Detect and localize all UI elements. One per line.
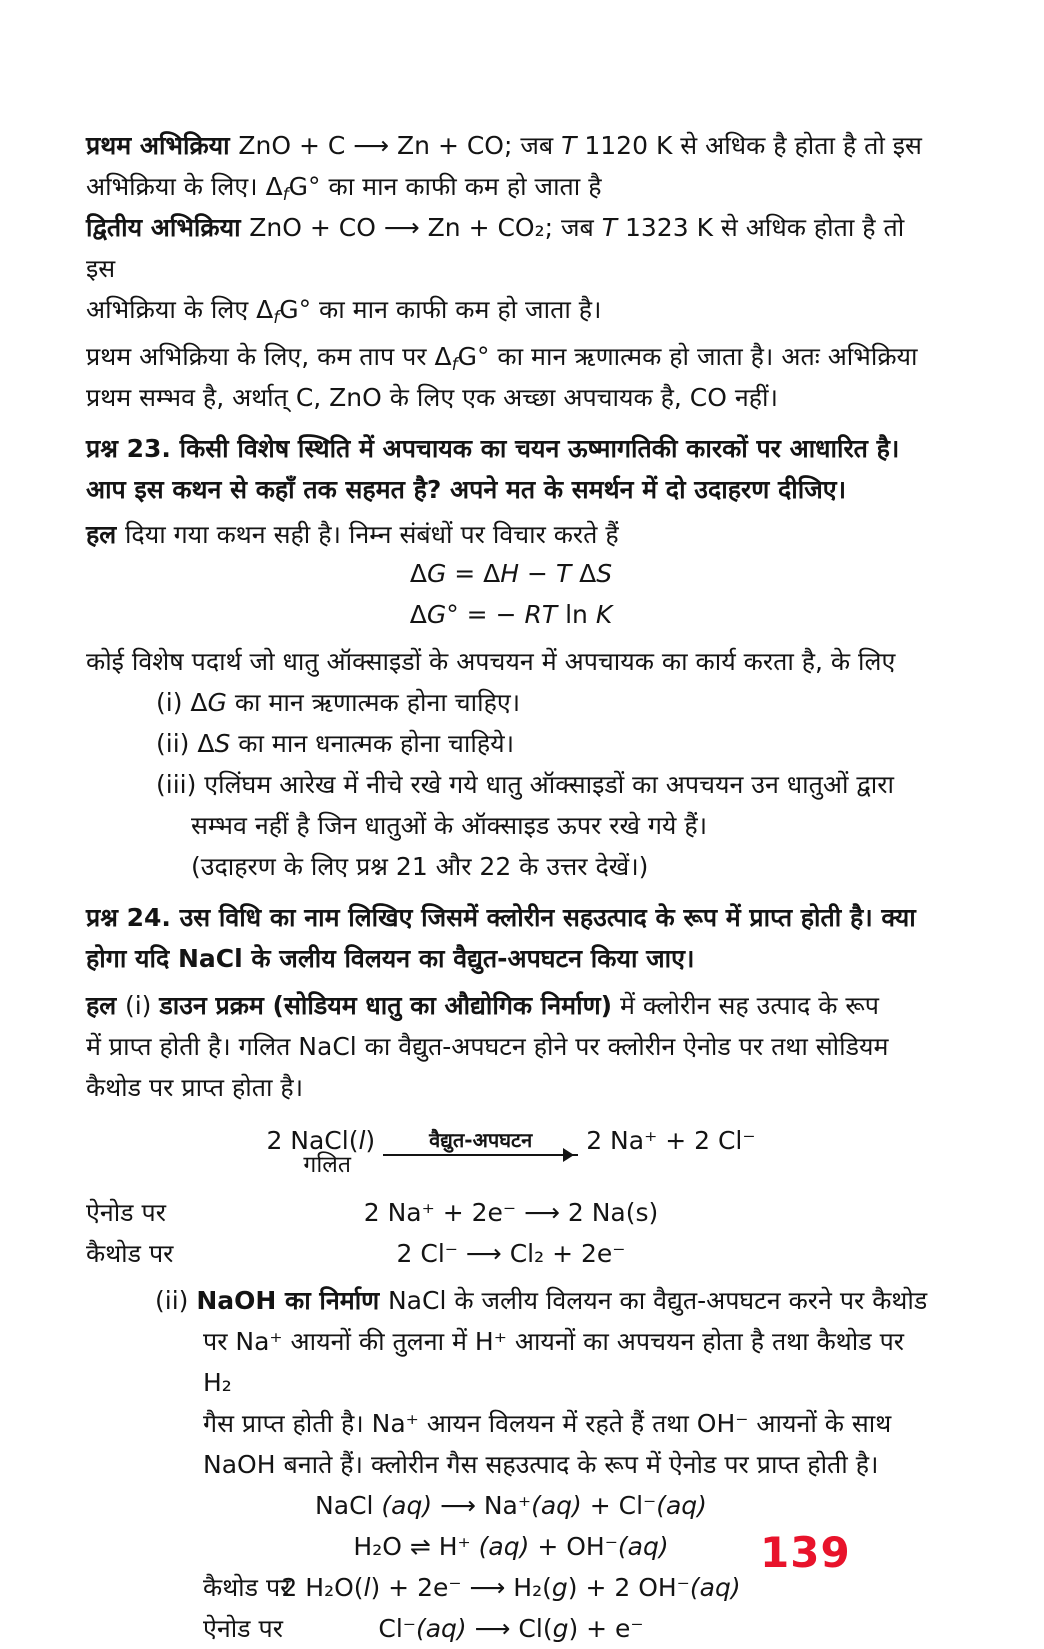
- text-run: हल: [86, 520, 125, 549]
- text-run: K: [595, 600, 613, 629]
- text-run: S: [214, 729, 231, 758]
- condition-ii: [86, 723, 936, 764]
- text-run: = Δ: [446, 559, 501, 588]
- arrow-shaft-icon: [383, 1154, 578, 1156]
- text-run: ZnO + CO ⟶ Zn + CO₂; जब: [249, 213, 602, 242]
- text-run: 2 Na: [586, 1125, 645, 1155]
- text-run: f: [273, 308, 280, 328]
- text-run: T: [601, 213, 618, 242]
- text-run: (i): [124, 991, 160, 1020]
- text-run: दिया गया कथन सही है। निम्न संबंधों पर विचार करते हैं: [124, 520, 619, 549]
- text-run: (aq): [381, 1491, 433, 1520]
- text-run: उस विधि का नाम लिखिए जिसमें क्लोरीन सहउत्पाद के रूप में प्राप्त होती है। क्या: [170, 903, 916, 932]
- text-run: + Cl⁻: [581, 1491, 657, 1520]
- reaction1-note-line2: [86, 166, 936, 207]
- question-23-line1: [86, 428, 936, 469]
- text-run: + OH⁻: [529, 1532, 618, 1561]
- text-run: l: [363, 1573, 371, 1602]
- condition-iii-note: [86, 846, 936, 887]
- text-run: कोई विशेष पदार्थ जो धातु ऑक्साइडों के अपचयन में अपचायक का कार्य करता है, के लिए: [86, 647, 896, 676]
- text-run: किसी विशेष स्थिति में अपचायक का चयन ऊष्मागतिकी कारकों पर आधारित है।: [170, 434, 900, 463]
- solution-24-part-ii-line3: [86, 1403, 936, 1444]
- reaction-arrow: [383, 1129, 578, 1156]
- text-run: (ii) Δ: [156, 729, 215, 758]
- electrode-label: कैथोड पर: [203, 1573, 291, 1602]
- condition-i: [86, 682, 936, 723]
- text-run: T: [561, 131, 577, 160]
- text-run: −: [519, 559, 556, 588]
- text-run: प्रथम अभिक्रिया: [86, 131, 239, 160]
- electrode-equation: [86, 1233, 936, 1274]
- text-run: गैस प्राप्त होती है। Na⁺ आयन विलयन में रहते हैं तथा OH⁻ आयनों के साथ: [203, 1409, 892, 1438]
- text-run: अभिक्रिया के लिए। Δ: [86, 172, 283, 201]
- text-run: 2 Na⁺ + 2e⁻ ⟶ 2 Na(s): [363, 1198, 659, 1227]
- text-run: (i) Δ: [156, 688, 208, 717]
- solution-24-part-ii-line1: [86, 1280, 936, 1321]
- text-run: ): [365, 1125, 376, 1155]
- text-run: प्रश्न 24.: [86, 903, 171, 932]
- equation-nacl-dissociation: [86, 1485, 936, 1526]
- text-run: में क्लोरीन सह उत्पाद के रूप: [612, 991, 879, 1020]
- electrode-label: कैथोड पर: [86, 1239, 174, 1268]
- molten-label: गलित: [303, 1151, 352, 1178]
- text-run: G° का मान ऋणात्मक हो जाता है। अतः अभिक्रिया: [457, 342, 918, 371]
- page-number: 139: [760, 1528, 851, 1577]
- text-run: NaOH का निर्माण: [196, 1286, 388, 1315]
- text-run: पर Na⁺ आयनों की तुलना में H⁺ आयनों का अपचयन होता है तथा कैथोड पर H₂: [203, 1327, 904, 1397]
- text-run: ° = −: [446, 600, 525, 629]
- text-run: ) + e⁻: [568, 1614, 644, 1643]
- reaction2-note-line2: [86, 289, 936, 330]
- text-run: H: [500, 559, 520, 588]
- text-run: 1323 K से अधिक होता है तो इस: [86, 213, 905, 283]
- equation-gibbs-2: [86, 596, 936, 637]
- equation-gibbs-1: [86, 555, 936, 596]
- solution-24-line2: [86, 1026, 936, 1067]
- text-run: होगा यदि NaCl के जलीय विलयन का वैद्युत-अपघटन किया जाए।: [86, 944, 695, 973]
- condition-iii-line2: [86, 805, 936, 846]
- text-run: ⁺: [644, 1125, 658, 1155]
- conclusion-line1: [86, 336, 936, 377]
- electrode-reaction-row: [86, 1192, 936, 1233]
- text-run: Δ: [409, 559, 427, 588]
- electrode-label: ऐनोड पर: [203, 1614, 283, 1643]
- text-run: S: [596, 559, 613, 588]
- solution-23-intro: [86, 514, 936, 555]
- text-run: 1120 K से अधिक है होता है तो इस: [576, 131, 922, 160]
- reaction1-note-line1: [86, 125, 936, 166]
- electrolysis-products: [586, 1120, 755, 1161]
- question-24-line2: [86, 938, 936, 979]
- text-run: अभिक्रिया के लिए Δ: [86, 295, 274, 324]
- text-run: NaOH बनाते हैं। क्लोरीन गैस सहउत्पाद के रूप में ऐनोड पर प्राप्त होती है।: [203, 1450, 879, 1479]
- page-content: [86, 125, 936, 1649]
- solution-23-body: [86, 641, 936, 682]
- text-run: Δ: [409, 600, 427, 629]
- electrolysis-equation: [86, 1114, 936, 1178]
- solution-24-line1: [86, 985, 936, 1026]
- text-run: Δ: [571, 559, 597, 588]
- text-run: ) + 2e⁻ ⟶ H₂(: [370, 1573, 552, 1602]
- text-run: + 2 Cl⁻: [657, 1125, 756, 1155]
- text-run: 2 NaCl(: [266, 1125, 359, 1155]
- conclusion-line2: [86, 377, 936, 418]
- text-run: (aq): [531, 1491, 582, 1520]
- text-run: प्रथम अभिक्रिया के लिए, कम ताप पर Δ: [86, 342, 452, 371]
- text-run: G: [426, 600, 447, 629]
- text-run: सम्भव नहीं है जिन धातुओं के ऑक्साइड ऊपर रखे गये हैं।: [191, 811, 708, 840]
- text-run: द्वितीय अभिक्रिया: [86, 213, 250, 242]
- text-run: कैथोड पर प्राप्त होता है।: [86, 1073, 304, 1102]
- question-23-line2: [86, 469, 936, 510]
- text-run: (iii) एलिंघम आरेख में नीचे रखे गये धातु ऑक्साइडों का अपचयन उन धातुओं द्वारा: [156, 770, 894, 799]
- text-run: 2 Cl⁻ ⟶ Cl₂ + 2e⁻: [396, 1239, 626, 1268]
- text-run: G° का मान काफी कम हो जाता है।: [279, 295, 602, 324]
- text-run: g: [552, 1614, 569, 1643]
- text-run: डाउन प्रक्रम (सोडियम धातु का औद्योगिक निर्माण): [159, 991, 613, 1020]
- text-run: (aq): [415, 1614, 467, 1643]
- text-run: RT: [524, 600, 558, 629]
- text-run: ⟶ Cl(: [466, 1614, 553, 1643]
- text-run: g: [551, 1573, 568, 1602]
- text-run: (ii): [155, 1286, 197, 1315]
- text-run: (aq): [656, 1491, 707, 1520]
- condition-iii-line1: [86, 764, 936, 805]
- electrode-equation: [86, 1192, 936, 1233]
- text-run: प्रश्न 23.: [86, 434, 171, 463]
- solution-24-part-ii-line2: [86, 1321, 936, 1403]
- text-run: प्रथम सम्भव है, अर्थात् C, ZnO के लिए एक अच्छा अपचायक है, CO नहीं।: [86, 383, 778, 412]
- text-run: G° का मान काफी कम हो जाता है: [288, 172, 602, 201]
- text-run: ZnO + C ⟶ Zn + CO; जब: [238, 131, 562, 160]
- text-run: T: [555, 559, 572, 588]
- text-run: NaCl के जलीय विलयन का वैद्युत-अपघटन करने पर कैथोड: [387, 1286, 928, 1315]
- text-run: l: [358, 1125, 366, 1155]
- solution-24-part-ii-line4: [86, 1444, 936, 1485]
- text-run: आप इस कथन से कहाँ तक सहमत है? अपने मत के समर्थन में दो उदाहरण दीजिए।: [86, 475, 847, 504]
- text-run: ln: [557, 600, 596, 629]
- text-run: (aq): [478, 1532, 530, 1561]
- text-run: (aq): [617, 1532, 669, 1561]
- arrow-label: वैद्युत-अपघटन: [429, 1127, 533, 1152]
- solution-24-line3: [86, 1067, 936, 1108]
- text-run: (उदाहरण के लिए प्रश्न 21 और 22 के उत्तर देखें।): [191, 852, 649, 881]
- electrode-reaction-row: [86, 1608, 936, 1649]
- text-run: NaCl: [315, 1491, 382, 1520]
- text-run: ) + 2 OH⁻: [567, 1573, 690, 1602]
- text-run: (aq): [689, 1573, 741, 1602]
- electrode-reaction-row: [86, 1233, 936, 1274]
- text-run: f: [451, 355, 458, 375]
- text-run: G: [426, 559, 447, 588]
- text-run: Cl⁻: [378, 1614, 416, 1643]
- text-run: f: [282, 185, 289, 205]
- electrolysis-reactant: [266, 1120, 376, 1178]
- question-24-line1: [86, 897, 936, 938]
- text-run: का मान ऋणात्मक होना चाहिए।: [226, 688, 521, 717]
- text-run: ⟶ Na⁺: [432, 1491, 532, 1520]
- text-run: G: [207, 688, 227, 717]
- electrode-label: ऐनोड पर: [86, 1198, 166, 1227]
- text-run: हल: [86, 991, 125, 1020]
- text-run: में प्राप्त होती है। गलित NaCl का वैद्युत-अपघटन होने पर क्लोरीन ऐनोड पर तथा सोडियम: [86, 1032, 889, 1061]
- reaction2-note-line1: [86, 207, 936, 289]
- text-run: 2 H₂O(: [281, 1573, 364, 1602]
- text-run: का मान धनात्मक होना चाहिये।: [230, 729, 515, 758]
- text-run: H₂O ⇌ H⁺: [353, 1532, 479, 1561]
